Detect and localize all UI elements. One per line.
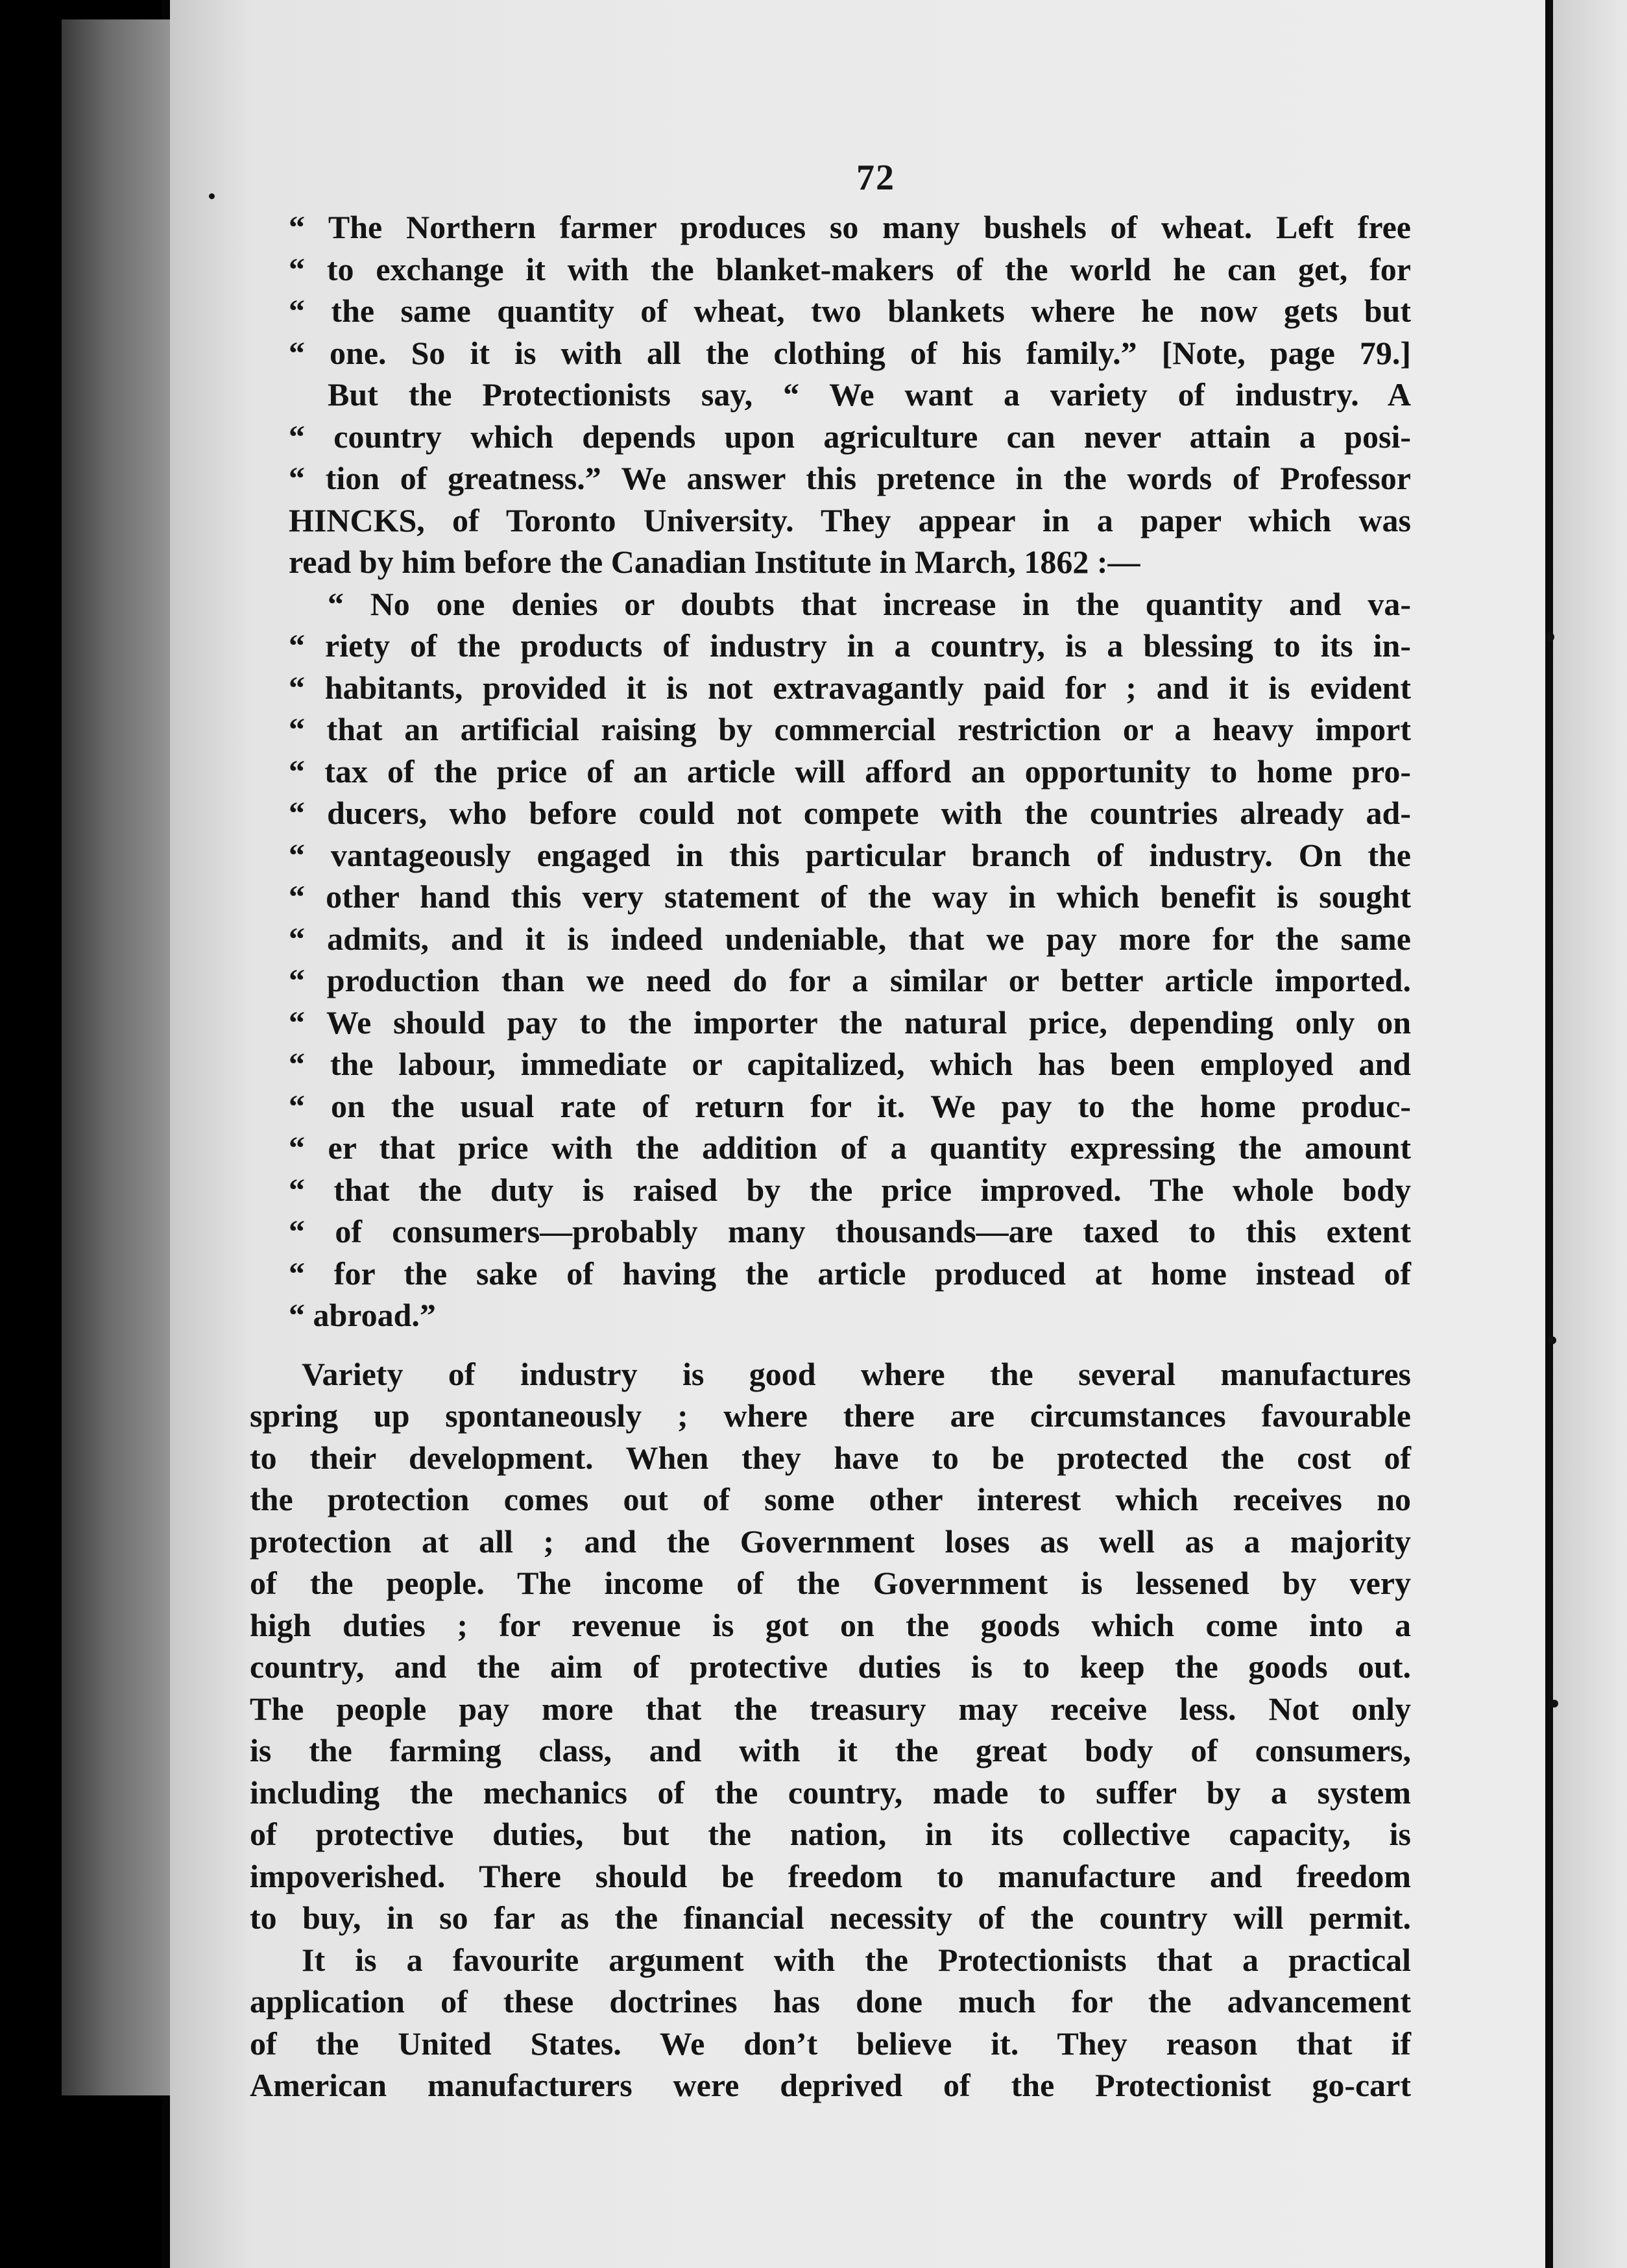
facing-page-edge	[1553, 0, 1627, 2268]
text-line: “ habitants, provided it is not extravagantly paid for ; and it is evident	[289, 669, 1411, 706]
scan-speck	[1549, 1336, 1556, 1344]
text-line: “ of consumers—probably many thousands—are taxed to this extent	[289, 1213, 1411, 1249]
text-line: But the Protectionists say, “ We want a variety of industry. A	[328, 376, 1411, 413]
text-line: to their development. When they have to be protected the cost of	[250, 1439, 1411, 1476]
text-line: is the farming class, and with it the great body of consumers,	[250, 1732, 1411, 1768]
text-line: “ abroad.”	[289, 1297, 436, 1333]
text-line: of the people. The income of the Government is lessened by very	[250, 1565, 1411, 1601]
text-line: “ on the usual rate of return for it. We pay to the home produc-	[289, 1087, 1411, 1124]
text-line: “ to exchange it with the blanket-makers of the world he can get, for	[289, 250, 1411, 287]
scan-speck	[1545, 633, 1554, 642]
text-line: Variety of industry is good where the several manufactures	[302, 1355, 1411, 1392]
text-line: including the mechanics of the country, made to suffer by a system	[250, 1774, 1411, 1811]
text-line: “ We should pay to the importer the natural price, depending only on	[289, 1004, 1411, 1041]
page-gutter	[1545, 0, 1553, 2268]
text-line: high duties ; for revenue is got on the goods which come into a	[250, 1606, 1411, 1643]
text-line: The people pay more that the treasury may receive less. Not only	[250, 1690, 1411, 1727]
text-line: the protection comes out of some other interest which receives no	[250, 1481, 1411, 1517]
text-line: “ production than we need do for a similar or better article imported.	[289, 962, 1411, 998]
page-stack-edge	[62, 19, 178, 2095]
text-line: “ one. So it is with all the clothing of his family.” [Note, page 79.]	[289, 334, 1411, 371]
text-line: “ other hand this very statement of the way in which benefit is sought	[289, 878, 1411, 915]
text-line: application of these doctrines has done much for the advancement	[250, 1983, 1411, 2020]
text-line: of the United States. We don’t believe it. They reason that if	[250, 2025, 1411, 2062]
scan-speck	[209, 193, 215, 199]
text-line: “ that an artificial raising by commercial restriction or a heavy import	[289, 711, 1411, 747]
text-line: spring up spontaneously ; where there are circumstances favourable	[250, 1397, 1411, 1434]
text-line: “ ducers, who before could not compete with the countries already ad-	[289, 795, 1411, 831]
text-line: “ The Northern farmer produces so many bushels of wheat. Left free	[289, 209, 1411, 245]
text-line: “ the labour, immediate or capitalized, which has been employed and	[289, 1046, 1411, 1082]
text-line: to buy, in so far as the financial necessity of the country will permit.	[250, 1900, 1411, 1936]
text-line: “ tion of greatness.” We answer this pretence in the words of Professor	[289, 460, 1411, 496]
text-line: protection at all ; and the Government loses as well as a majority	[250, 1523, 1411, 1560]
page-number: 72	[856, 158, 895, 198]
text-line: “ riety of the products of industry in a country, is a blessing to its in-	[289, 627, 1411, 664]
text-line: HINCKS, of Toronto University. They appear in a paper which was	[289, 501, 1411, 538]
text-line: “ for the sake of having the article produced at home instead of	[289, 1255, 1411, 1292]
scan-speck	[1550, 1700, 1558, 1707]
text-line: “ that the duty is raised by the price improved. The whole body	[289, 1171, 1411, 1208]
text-line: “ admits, and it is indeed undeniable, that we pay more for the same	[289, 920, 1411, 957]
text-line: “ No one denies or doubts that increase in the quantity and va-	[328, 585, 1411, 622]
text-line: read by him before the Canadian Institute in March, 1862 :—	[289, 544, 1140, 580]
text-line: country, and the aim of protective duties is to keep the goods out.	[250, 1648, 1411, 1685]
body-text	[250, 206, 1411, 2106]
text-line: impoverished. There should be freedom to manufacture and freedom	[250, 1857, 1411, 1894]
text-line: “ tax of the price of an article will afford an opportunity to home pro-	[289, 753, 1411, 790]
text-line: of protective duties, but the nation, in its collective capacity, is	[250, 1816, 1411, 1852]
text-line: “ the same quantity of wheat, two blankets where he now gets but	[289, 293, 1411, 329]
text-line: “ er that price with the addition of a quantity expressing the amount	[289, 1129, 1411, 1166]
text-line: “ vantageously engaged in this particular branch of industry. On the	[289, 836, 1411, 873]
text-line: “ country which depends upon agriculture can never attain a posi-	[289, 418, 1411, 455]
text-line: American manufacturers were deprived of the Protectionist go-cart	[250, 2067, 1411, 2103]
text-line: It is a favourite argument with the Protectionists that a practical	[302, 1941, 1411, 1978]
